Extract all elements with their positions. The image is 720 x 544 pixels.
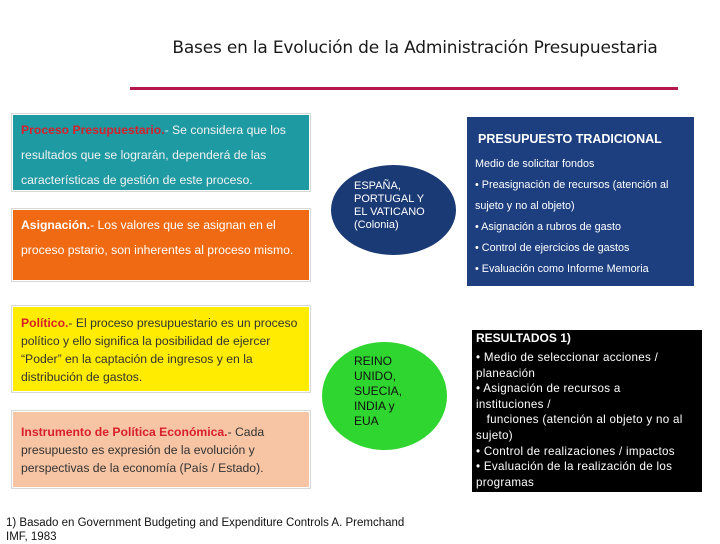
oval-line: EL VATICANO: [354, 206, 425, 218]
list-item: planeación: [476, 366, 536, 380]
oval-line: SUECIA,: [354, 384, 403, 398]
list-item: • Control de ejercicios de gastos: [475, 242, 630, 254]
list-item: instituciones /: [476, 397, 551, 411]
oval-line: (Colonia): [354, 219, 399, 231]
box-asignacion: [12, 209, 310, 281]
list-item: funciones (atención al objeto y no al: [476, 413, 683, 427]
box-instrumento-politica: [12, 411, 310, 488]
oval-reino-unido: [322, 342, 447, 450]
list-item: • Asignación a rubros de gasto: [475, 221, 622, 233]
list-item: Medio de solicitar fondos: [475, 158, 595, 170]
results-heading-2: RESULTADOS 1): [476, 331, 571, 345]
results-heading-1: PRESUPUESTO POR: [481, 314, 606, 328]
list-item: sujeto y no al objeto): [475, 200, 575, 212]
results-budget-panel: [472, 310, 702, 490]
box-heading: Instrumento de Política Económica.: [21, 425, 228, 439]
oval-espana-portugal: [331, 165, 456, 255]
results-list: [476, 350, 698, 490]
box-heading: Proceso Presupuestario.: [21, 123, 165, 137]
oval-line: REINO: [354, 354, 393, 368]
list-item: • Asignación de recursos a: [476, 382, 621, 396]
list-item: • Evaluación como Informe Memoria: [475, 263, 649, 275]
title-divider: [130, 87, 678, 90]
traditional-list: [475, 154, 668, 280]
page-title: Bases en la Evolución de la Administración Presupuestaria: [172, 38, 658, 58]
footnote: 1) Basado en Government Budgeting and Expenditure Controls A. Premchand IMF, 1983: [6, 517, 405, 543]
traditional-heading: PRESUPUESTO TRADICIONAL: [478, 132, 662, 146]
list-item: • Preasignación de recursos (atención al: [475, 179, 669, 191]
box-body: - El proceso presupuestario es un proceso político y ello significa la posibilidad de ejercer “Poder” en la captación de ingresos y en la distribución de gastos.: [21, 316, 298, 384]
box-body: - Se considera que los resultados que se lograrán, dependerá de las características de gestión de este proceso.: [21, 123, 286, 187]
oval-line: PORTUGAL Y: [354, 193, 425, 205]
oval-line: EUA: [354, 414, 379, 428]
list-item: • Control de realizaciones / impactos: [476, 444, 675, 458]
traditional-budget-panel: [467, 117, 694, 286]
box-body: - Los valores que se asignan en el proceso pstario, son inherentes al proceso mismo.: [21, 218, 294, 257]
results-block: [472, 330, 702, 492]
box-body: - Cada presupuesto es expresión de la evolución y perspectivas de la economía (País / Estado).: [21, 425, 265, 475]
list-item: sujeto): [476, 428, 513, 442]
oval-line: ESPAÑA,: [354, 180, 401, 192]
box-politico: [12, 306, 310, 392]
list-item: • Evaluación de la realización de los: [476, 460, 673, 474]
list-item: • Medio de seleccionar acciones /: [476, 351, 659, 364]
oval-line: INDIA y: [354, 399, 395, 413]
box-proceso-presupuestario: [12, 114, 310, 191]
oval-line: UNIDO,: [354, 369, 396, 383]
box-heading: Asignación.: [21, 218, 91, 232]
box-heading: Político.: [21, 316, 69, 330]
list-item: programas: [476, 475, 535, 489]
